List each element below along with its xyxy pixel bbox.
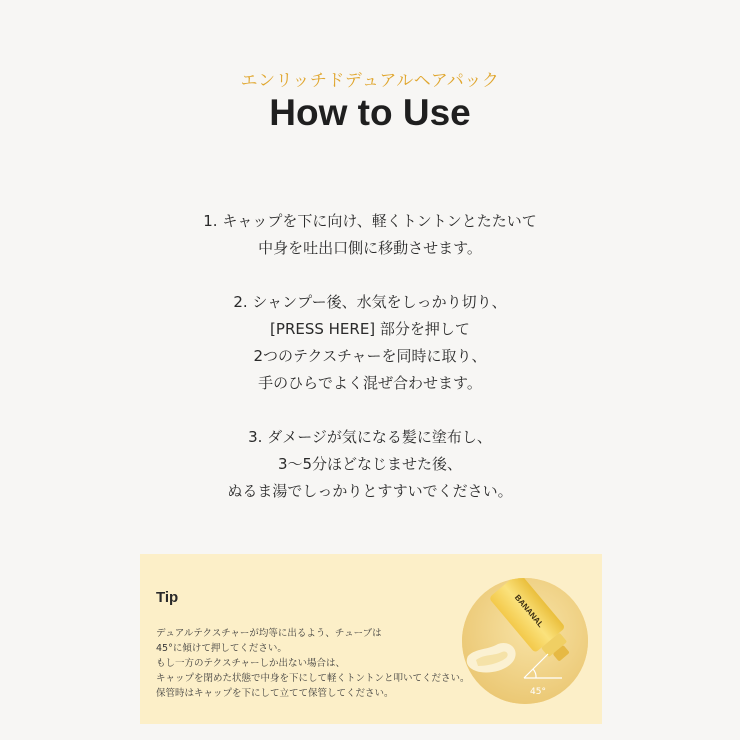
tip-box (140, 554, 602, 724)
step-text-line: 手のひらでよく混ぜ合わせます。 (258, 374, 482, 392)
step-2 (0, 289, 740, 397)
tube-brand-text: BANANAL (512, 593, 546, 630)
step-text-line: 中身を吐出口側に移動させます。 (258, 239, 482, 257)
step-1 (0, 208, 740, 262)
step-text-line: ぬるま湯でしっかりとすすいでください。 (227, 482, 513, 500)
step-text-line: 1. キャップを下に向け、軽くトントンとたたいて (203, 212, 537, 230)
product-subtitle: エンリッチドデュアルヘアパック (240, 71, 500, 91)
tip-heading: Tip (156, 589, 179, 606)
step-text-line: 3. ダメージが気になる髪に塗布し、 (248, 428, 492, 446)
step-text-line: 2つのテクスチャーを同時に取り、 (253, 347, 487, 365)
step-text-line: [PRESS HERE] 部分を押して (270, 320, 470, 338)
tip-text-line: キャップを閉めた状態で中身を下にして軽くトントンと叩いてください。 (156, 673, 470, 684)
angle-label: 45° (530, 687, 546, 697)
page-title: How to Use (269, 92, 471, 133)
step-3 (0, 424, 740, 505)
tube-illustration (462, 578, 588, 704)
step-text-line: 2. シャンプー後、水気をしっかり切り、 (233, 293, 507, 311)
tube-illustration-svg (462, 578, 588, 704)
tip-text-line: もし一方のテクスチャーしか出ない場合は、 (156, 658, 346, 669)
instruction-steps (0, 208, 740, 532)
tip-text-line: 保管時はキャップを下にして立てて保管してください。 (156, 688, 394, 699)
step-text-line: 3～5分ほどなじませた後、 (277, 455, 463, 473)
tip-text-line: 45°に傾けて押してください。 (156, 643, 287, 654)
tip-text (156, 626, 476, 701)
tip-text-line: デュアルテクスチャーが均等に出るよう、チューブは (156, 628, 382, 639)
